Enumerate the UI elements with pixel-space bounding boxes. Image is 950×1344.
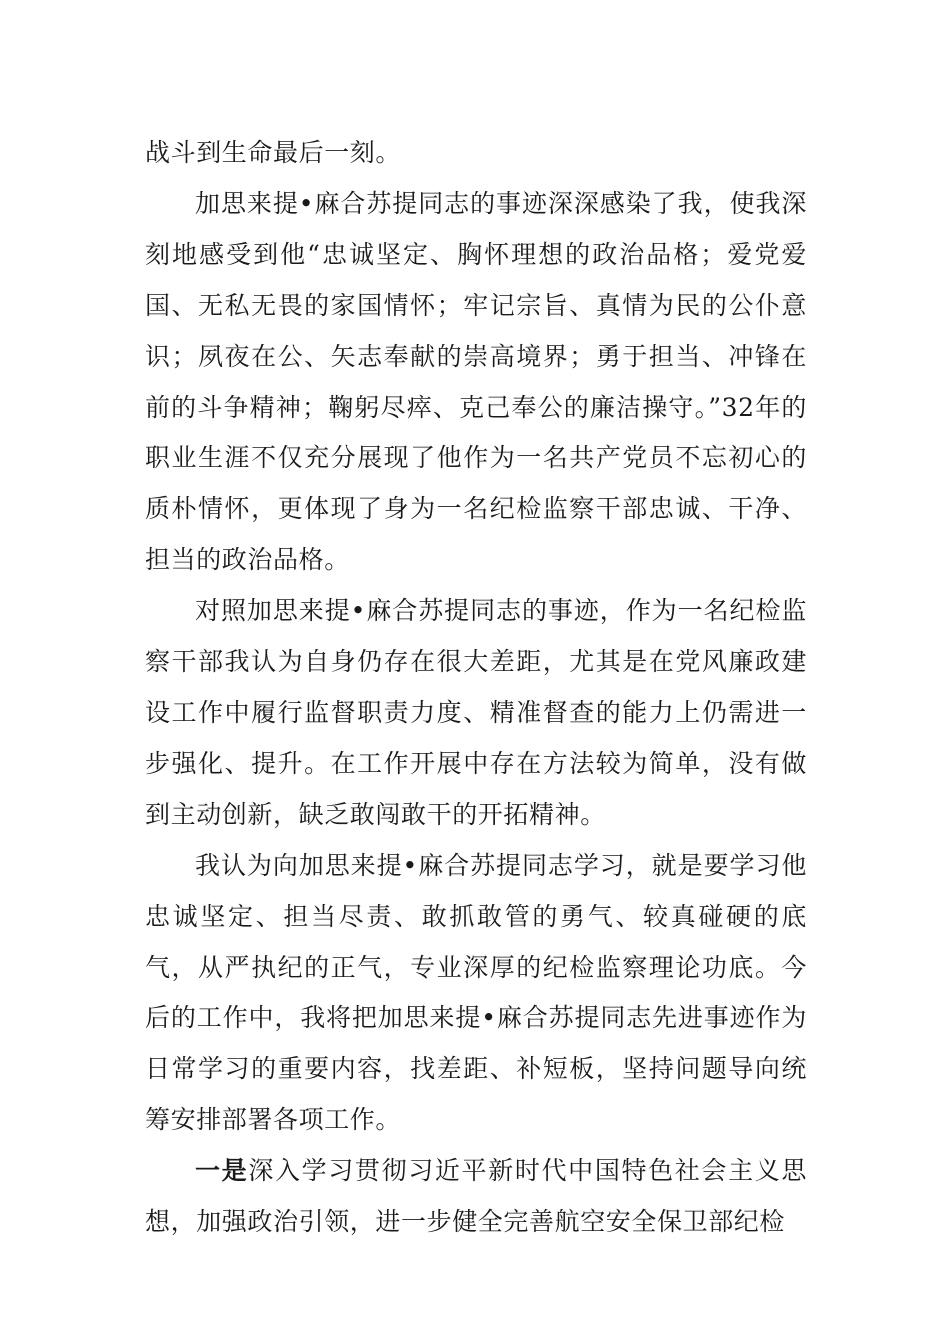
paragraph-inspiration xyxy=(145,179,807,586)
paragraph-text: 我认为向加思来提•麻合苏提同志学习，就是要学习他忠诚坚定、担当尽责、敢抓敢管的勇气、较真碰硬的底气，从严执纪的正气，专业深厚的纪检监察理论功底。今后的工作中，我将把加思来提•麻合苏提同志先进事迹作为日常学习的重要内容，找差距、补短板，坚持问题导向统筹安排部署各项工作。 xyxy=(145,850,807,1135)
paragraph-self-reflection xyxy=(145,586,807,841)
document-body xyxy=(145,128,807,1248)
paragraph-text: 加思来提•麻合苏提同志的事迹深深感染了我，使我深刻地感受到他“忠诚坚定、胸怀理想的政治品格；爱党爱国、无私无畏的家国情怀；牢记宗旨、真情为民的公仆意识；夙夜在公、矢志奉献的崇高境界；勇于担当、冲锋在前的斗争精神；鞠躬尽瘁、克己奉公的廉洁操守。”32年的职业生涯不仅充分展现了他作为一名共产党员不忘初心的质朴情怀，更体现了身为一名纪检监察干部忠诚、干净、担当的政治品格。 xyxy=(145,188,807,575)
paragraph-point-one xyxy=(145,1146,807,1248)
paragraph-continuation xyxy=(145,128,807,179)
paragraph-text: 深入学习贯彻习近平新时代中国特色社会主义思想，加强政治引领，进一步健全完善航空安全保卫部纪检 xyxy=(145,1156,807,1237)
paragraph-learning-plan xyxy=(145,841,807,1146)
paragraph-text: 对照加思来提•麻合苏提同志的事迹，作为一名纪检监察干部我认为自身仍存在很大差距，尤其是在党风廉政建设工作中履行监督职责力度、精准督查的能力上仍需进一步强化、提升。在工作开展中存在方法较为简单，没有做到主动创新，缺乏敢闯敢干的开拓精神。 xyxy=(145,596,807,829)
paragraph-text: 战斗到生命最后一刻。 xyxy=(145,138,402,167)
paragraph-lead-label: 一是 xyxy=(195,1156,249,1186)
